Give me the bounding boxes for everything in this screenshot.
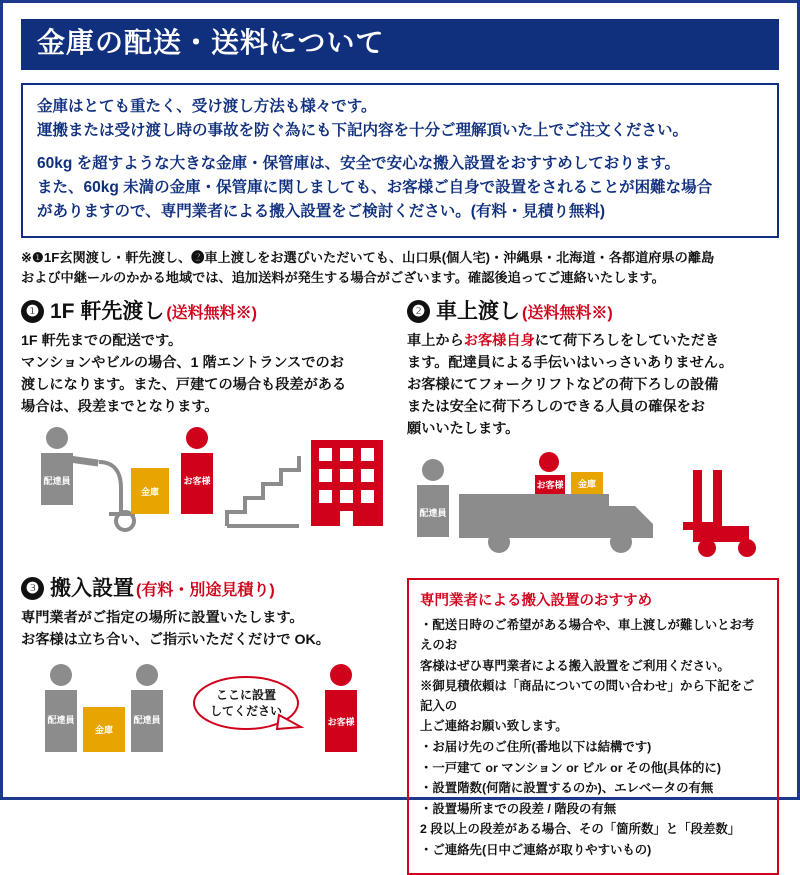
- intro-line-4: また、60kg 未満の金庫・保管庫に関しましても、お客様ご自身で設置をされることが困難な場合: [37, 178, 713, 196]
- recommendation-list: [420, 616, 766, 860]
- illustration-entrance-delivery: [21, 426, 393, 546]
- recommendation-item-2: 客様はぜひ専門業者による搬入設置をご利用ください。: [420, 658, 730, 673]
- installer-figure-2: [131, 664, 163, 752]
- section-hannyu-secchi: [21, 572, 393, 874]
- section-3-title: [21, 572, 393, 602]
- section-2-body-line-1: [407, 330, 779, 352]
- label-safe-3: 金庫: [94, 725, 114, 736]
- label-deliverer-3: 配達員: [47, 715, 75, 726]
- shipping-note: [21, 248, 779, 288]
- label-customer-1: お客様: [183, 476, 211, 487]
- section-3-number: ❸: [21, 577, 44, 600]
- shipping-note-line-1: ※❶1F玄関渡し・軒先渡し、❷車上渡しをお選びいただいても、山口県(個人宅)・沖縄県・北海道・各都道府県の離島: [21, 249, 715, 265]
- section-2-body-rest: にて荷下ろしをしていただき: [534, 333, 720, 350]
- label-deliverer-2: 配達員: [419, 508, 447, 519]
- recommendation-item-8: ・設置場所までの段差 / 階段の有無: [420, 801, 617, 816]
- hand-truck: [99, 462, 135, 514]
- section-1-heading: 1F 軒先渡し: [50, 300, 165, 324]
- section-1-subheading: (送料無料※): [166, 305, 258, 323]
- section-2-body-pre: 車上から: [407, 333, 464, 350]
- installer-figure-1: [45, 664, 77, 752]
- installation-svg: [21, 663, 391, 778]
- forklift-wheel-front: [698, 539, 716, 557]
- section-2-body: [407, 330, 779, 440]
- forklift: [683, 470, 749, 542]
- callout-line-2: してください: [209, 704, 283, 719]
- section-1-body-line-2: マンションやビルの場合、1 階エントランスでのお: [21, 355, 344, 372]
- label-deliverer-1: 配達員: [43, 476, 71, 487]
- section-2-body-highlight: お客様自身: [463, 333, 535, 350]
- entrance-delivery-svg: [21, 426, 391, 541]
- label-customer-2: お客様: [536, 480, 564, 491]
- section-1f-nokisaki: [21, 295, 393, 568]
- section-3-body-line-1: 専門業者がご指定の場所に設置いたします。: [21, 610, 304, 627]
- label-safe-2: 金庫: [577, 479, 597, 490]
- sections-row-top: [21, 295, 779, 568]
- truck-unload-svg: [407, 448, 777, 563]
- intro-line-3: 60kg を超すような大きな金庫・保管庫は、安全で安心な搬入設置をおすすめしております。: [37, 154, 681, 172]
- section-shajo-watashi: [407, 295, 779, 568]
- recommendation-item-5: ・お届け先のご住所(番地以下は結構です): [420, 740, 652, 755]
- recommendation-box: [407, 578, 779, 874]
- recommendation-item-6: ・一戸建て or マンション or ビル or その他(具体的に): [420, 760, 721, 775]
- label-safe-1: 金庫: [140, 487, 160, 498]
- section-2-body-line-2: ます。配達員による手伝いはいっさいありません。: [407, 355, 734, 372]
- section-1-number: ❶: [21, 300, 44, 323]
- section-2-heading: 車上渡し: [436, 300, 520, 324]
- page-title: 金庫の配送・送料について: [21, 19, 779, 70]
- truck-wheel-front: [610, 531, 632, 553]
- intro-line-2: 運搬または受け渡し時の事故を防ぐ為にも下記内容を十分ご理解頂いた上でご注文ください。: [37, 121, 689, 139]
- section-1-body-line-3: 渡しになります。また、戸建ての場合も段差がある: [21, 377, 347, 394]
- recommendation-item-9: 2 段以上の段差がある場合、その「箇所数」と「段差数」: [420, 822, 741, 837]
- section-2-body-line-3: お客様にてフォークリフトなどの荷下ろしの設備: [407, 377, 719, 394]
- illustration-installation: [21, 663, 393, 783]
- intro-line-1: 金庫はとても重たく、受け渡し方法も様々です。: [37, 97, 377, 115]
- recommendation-item-1: ・配送日時のご希望がある場合や、車上渡しが難しいとお考えのお: [420, 618, 755, 653]
- recommendation-title: 専門業者による搬入設置のおすすめ: [420, 593, 653, 610]
- label-customer-3: お客様: [327, 717, 355, 728]
- recommendation-panel: [407, 572, 779, 874]
- truck-wheel-rear: [488, 531, 510, 553]
- section-1-title: [21, 295, 393, 325]
- recommendation-item-3: ※御見積依頼は「商品についての問い合わせ」から下記をご記入の: [420, 679, 755, 713]
- intro-box: [21, 83, 779, 238]
- section-1-body-line-1: 1F 軒先までの配送です。: [21, 333, 183, 350]
- deliverer-figure: [41, 427, 99, 505]
- section-2-title: [407, 295, 779, 325]
- section-3-subheading: (有料・別途見積り): [136, 582, 275, 600]
- section-2-body-line-5: 願いいたします。: [407, 421, 520, 438]
- label-deliverer-4: 配達員: [133, 715, 161, 726]
- shipping-note-line-2: および中継ールのかかる地域では、追加送料が発生する場合がございます。確認後追ってご連絡いたします。: [21, 269, 665, 285]
- recommendation-item-7: ・設置階数(何階に設置するのか)、エレベータの有無: [420, 781, 714, 796]
- deliverer-figure-2: [417, 459, 449, 537]
- customer-figure-3: [325, 664, 357, 752]
- sections-row-bottom: [21, 572, 779, 874]
- recommendation-item-10: ・ご連絡先(日中ご連絡が取りやすいもの): [420, 843, 652, 857]
- section-2-subheading: (送料無料※): [522, 305, 613, 323]
- customer-figure-1: [181, 427, 213, 514]
- section-1-body: [21, 330, 393, 418]
- stairs: [227, 456, 299, 526]
- recommendation-item-4: 上ご連絡お願い致します。: [420, 719, 568, 734]
- section-2-body-line-4: または安全に荷下ろしのできる人員の確保をお: [407, 399, 705, 416]
- illustration-truck-unload: [407, 448, 779, 568]
- callout-line-1: ここに設置: [215, 688, 277, 703]
- intro-line-5: がありますので、専門業者による搬入設置をご検討ください。(有料・見積り無料): [37, 202, 606, 220]
- section-3-heading: 搬入設置: [50, 577, 134, 601]
- forklift-wheel-rear: [738, 539, 756, 557]
- section-2-number: ❷: [407, 300, 430, 323]
- section-3-body: [21, 607, 393, 651]
- section-1-body-line-4: 場合は、段差までとなります。: [21, 399, 219, 416]
- section-3-body-line-2: お客様は立ち合い、ご指示いただくだけで OK。: [21, 632, 330, 649]
